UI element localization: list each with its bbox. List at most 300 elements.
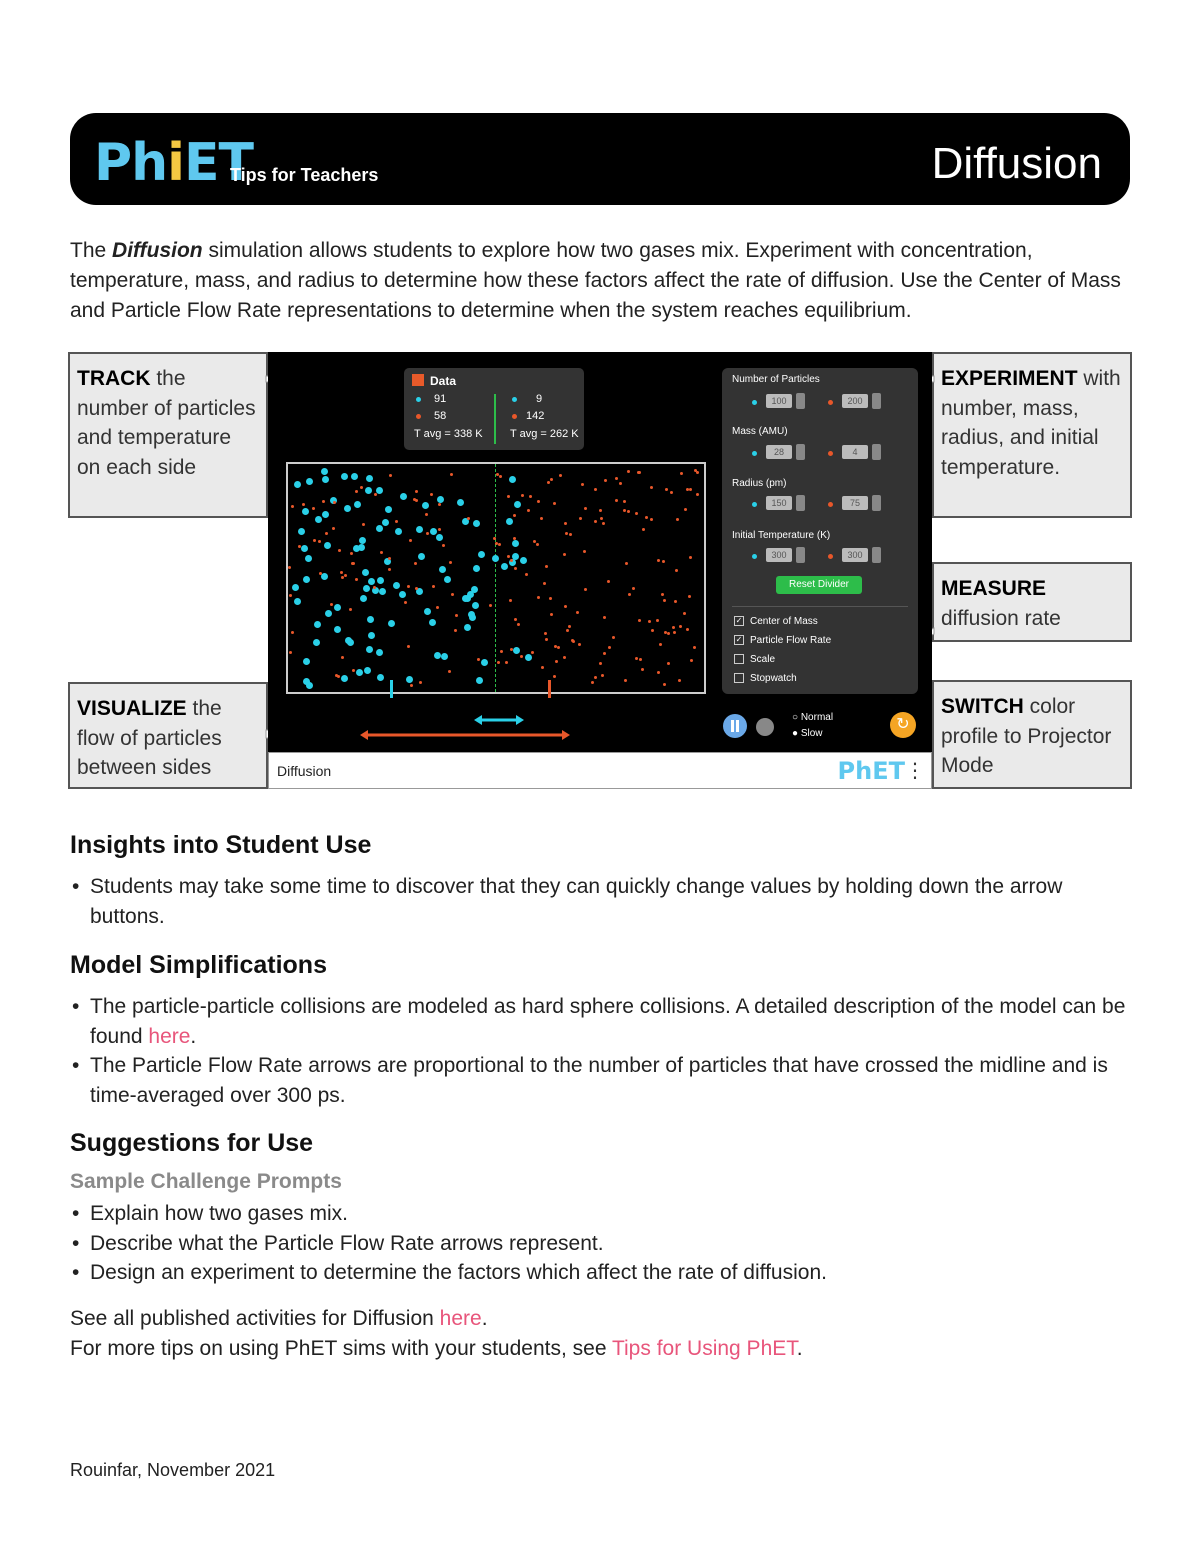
insights-list: [70, 872, 1132, 931]
orange-particle: [686, 488, 689, 491]
orange-particle: [505, 661, 508, 664]
orange-particle: [547, 481, 550, 484]
orange-particle: [559, 474, 562, 477]
page-title: Diffusion: [931, 139, 1102, 188]
orange-particle: [413, 498, 416, 501]
list-item: • Describe what the Particle Flow Rate arrows represent.: [70, 1229, 1132, 1259]
orange-particle: [291, 505, 294, 508]
orange-particle: [648, 620, 651, 623]
particle-flow-rate-checkbox[interactable]: ✓ Particle Flow Rate: [735, 635, 832, 646]
orange-particle: [289, 594, 292, 597]
orange-particle: [438, 503, 441, 506]
orange-particle: [594, 520, 597, 523]
radius-orange-spinner[interactable]: [872, 495, 881, 511]
cyan-particle: [364, 667, 371, 674]
orange-particle: [624, 679, 627, 682]
orange-particle: [645, 516, 648, 519]
orange-particle: [360, 486, 363, 489]
orange-particle: [525, 573, 528, 576]
model-list: [70, 992, 1132, 1110]
cyan-particle: [506, 518, 513, 525]
cyan-particle: [322, 511, 329, 518]
cyan-particle: [429, 619, 436, 626]
cyan-particle: [472, 602, 479, 609]
orange-particle: [679, 625, 682, 628]
center-of-mass-checkbox[interactable]: ✓ Center of Mass: [735, 616, 818, 627]
radius-label: Radius (pm): [732, 478, 787, 489]
orange-particle: [521, 494, 524, 497]
orange-particle: [349, 608, 352, 611]
tips-link[interactable]: Tips for Using PhET: [611, 1337, 797, 1360]
orange-particle: [318, 540, 321, 543]
orange-particle: [675, 569, 678, 572]
orange-particle: [407, 585, 410, 588]
cyan-particle: [416, 526, 423, 533]
cyan-particle: [457, 499, 464, 506]
orange-particle: [507, 495, 510, 498]
temp-orange-spinner[interactable]: [872, 547, 881, 563]
cyan-particle: [481, 659, 488, 666]
mass-orange-input[interactable]: 4: [842, 445, 868, 459]
model-heading: Model Simplifications: [70, 951, 327, 979]
temp-cyan-input[interactable]: 300: [766, 548, 792, 562]
orange-particle: [603, 652, 606, 655]
orange-particle: [566, 629, 569, 632]
orange-particle: [388, 568, 391, 571]
orange-particle: [670, 491, 673, 494]
orange-particle: [615, 499, 618, 502]
cyan-particle: [359, 537, 366, 544]
phet-logo: PhiET: [94, 133, 253, 193]
orange-particle: [635, 657, 638, 660]
list-item: • Students may take some time to discover that they can quickly change values by holding down the arrow buttons.: [70, 872, 1132, 931]
cyan-particle: [434, 652, 441, 659]
cyan-particle: [306, 478, 313, 485]
data-panel: [404, 368, 584, 450]
callout-switch: SWITCH color profile to Projector Mode: [932, 680, 1132, 789]
orange-particle: [531, 651, 534, 654]
cyan-particle: [301, 545, 308, 552]
orange-particle: [362, 523, 365, 526]
orange-particle: [603, 616, 606, 619]
orange-particle: [683, 612, 686, 615]
cyan-particle: [513, 647, 520, 654]
cyan-particle: [473, 520, 480, 527]
callout-visualize: VISUALIZE the flow of particles between sides: [68, 682, 268, 789]
kebab-menu-icon[interactable]: ⋮: [905, 760, 925, 782]
orange-particle: [341, 656, 344, 659]
cyan-particle: [464, 624, 471, 631]
orange-particle: [291, 631, 294, 634]
orange-particle: [507, 555, 510, 558]
list-item: • Design an experiment to determine the factors which affect the rate of diffusion.: [70, 1258, 1132, 1288]
cyan-particle: [351, 473, 358, 480]
orange-center-of-mass: [548, 680, 551, 698]
cyan-particle: [379, 588, 386, 595]
orange-particle: [581, 483, 584, 486]
orange-particle: [676, 518, 679, 521]
radius-cyan-input[interactable]: 150: [766, 496, 792, 510]
orange-particle: [451, 593, 454, 596]
cyan-particle: [430, 528, 437, 535]
orange-particle: [513, 514, 516, 517]
orange-particle: [341, 576, 344, 579]
cyan-particle: [520, 557, 527, 564]
orange-particle: [497, 661, 500, 664]
orange-particle: [623, 509, 626, 512]
sim-name: Diffusion: [112, 239, 203, 262]
cyan-particle: [367, 616, 374, 623]
mass-cyan-spinner[interactable]: [796, 444, 805, 460]
mass-orange-spinner[interactable]: [872, 444, 881, 460]
orange-particle: [690, 659, 693, 662]
cyan-particle: [362, 569, 369, 576]
cyan-particle: [315, 516, 322, 523]
num-cyan-input[interactable]: 100: [766, 394, 792, 408]
orange-particle: [568, 625, 571, 628]
num-orange-input[interactable]: 200: [842, 394, 868, 408]
orange-particle: [565, 532, 568, 535]
orange-particle: [662, 560, 665, 563]
cyan-particle: [377, 577, 384, 584]
orange-particle: [289, 651, 292, 654]
orange-particle: [374, 493, 377, 496]
flow-rate-arrows: [358, 712, 578, 742]
orange-particle: [656, 619, 659, 622]
sim-footer-title: Diffusion: [277, 763, 332, 779]
collapse-icon[interactable]: [412, 374, 424, 386]
cyan-particle: [303, 576, 310, 583]
sim-screenshot: [268, 352, 932, 789]
cyan-particle: [334, 626, 341, 633]
orange-particle: [628, 593, 631, 596]
mass-cyan-input[interactable]: 28: [766, 445, 792, 459]
cyan-particle: [354, 501, 361, 508]
right-cyan-count: 9: [536, 393, 543, 405]
orange-particle: [288, 566, 291, 569]
particle-container: [286, 462, 706, 694]
orange-particle: [612, 636, 615, 639]
orange-particle: [591, 681, 594, 684]
orange-particle: [619, 482, 622, 485]
radius-cyan-spinner[interactable]: [796, 495, 805, 511]
left-cyan-count: 91: [434, 393, 447, 405]
orange-particle: [686, 628, 689, 631]
right-tavg: T avg = 262 K: [510, 428, 579, 440]
orange-particle: [332, 527, 335, 530]
cyan-particle: [325, 610, 332, 617]
orange-particle: [352, 562, 355, 565]
list-item: • The particle-particle collisions are modeled as hard sphere collisions. A detailed description of the model can be found here.: [70, 992, 1132, 1051]
orange-dot-icon: [416, 414, 421, 419]
orange-particle: [594, 488, 597, 491]
radius-orange-input[interactable]: 75: [842, 496, 868, 510]
temp-label: Initial Temperature (K): [732, 530, 831, 541]
left-tavg: T avg = 338 K: [414, 428, 483, 440]
orange-particle: [325, 532, 328, 535]
orange-particle: [355, 578, 358, 581]
orange-particle: [657, 671, 660, 674]
cyan-particle: [341, 675, 348, 682]
cyan-particle: [406, 676, 413, 683]
cyan-particle: [385, 506, 392, 513]
orange-particle: [302, 503, 305, 506]
orange-particle: [340, 571, 343, 574]
orange-particle: [696, 471, 699, 474]
speed-slow-option[interactable]: ● Slow: [792, 728, 823, 739]
orange-particle: [563, 553, 566, 556]
orange-particle: [467, 517, 470, 520]
orange-particle: [638, 619, 641, 622]
orange-particle: [651, 629, 654, 632]
orange-particle: [665, 488, 668, 491]
num-orange-spinner[interactable]: [872, 393, 881, 409]
orange-particle: [536, 543, 539, 546]
orange-particle: [569, 533, 572, 536]
cyan-particle: [302, 508, 309, 515]
cyan-particle: [469, 614, 476, 621]
orange-particle: [680, 472, 683, 475]
activities-here-link[interactable]: here: [439, 1307, 482, 1330]
orange-particle: [514, 618, 517, 621]
orange-particle: [442, 544, 445, 547]
stopwatch-checkbox[interactable]: Stopwatch: [734, 673, 797, 684]
orange-particle: [632, 587, 635, 590]
orange-particle: [489, 604, 492, 607]
orange-particle: [313, 539, 316, 542]
orange-particle: [564, 522, 567, 525]
cyan-particle: [393, 582, 400, 589]
orange-particle: [448, 670, 451, 673]
orange-particle: [627, 510, 630, 513]
orange-particle: [319, 572, 322, 575]
num-particles-label: Number of Particles: [732, 374, 820, 385]
cyan-particle: [467, 591, 474, 598]
orange-particle: [584, 588, 587, 591]
challenge-prompts-subhead: Sample Challenge Prompts: [70, 1170, 342, 1193]
cyan-particle: [366, 646, 373, 653]
orange-particle: [696, 493, 699, 496]
callout-experiment: EXPERIMENT with number, mass, radius, and initial temperature.: [932, 352, 1132, 518]
cyan-particle: [439, 566, 446, 573]
orange-particle: [514, 567, 517, 570]
cyan-particle: [400, 493, 407, 500]
temp-orange-input[interactable]: 300: [842, 548, 868, 562]
cyan-particle: [444, 576, 451, 583]
orange-particle: [450, 473, 453, 476]
orange-particle: [642, 528, 645, 531]
cyan-particle: [313, 639, 320, 646]
cyan-particle: [376, 525, 383, 532]
speed-normal-option[interactable]: ○ Normal: [792, 712, 834, 723]
cyan-particle: [344, 505, 351, 512]
cyan-particle: [353, 545, 360, 552]
cyan-center-of-mass: [390, 680, 393, 698]
orange-particle: [553, 502, 556, 505]
cyan-particle: [321, 468, 328, 475]
orange-particle: [500, 650, 503, 653]
orange-particle: [641, 668, 644, 671]
orange-particle: [436, 606, 439, 609]
orange-particle: [414, 562, 417, 565]
orange-particle: [659, 643, 662, 646]
orange-particle: [338, 549, 341, 552]
pause-button[interactable]: [723, 714, 747, 738]
tips-line: For more tips on using PhET sims with your students, see Tips for Using PhET.: [70, 1337, 803, 1360]
orange-particle: [667, 632, 670, 635]
cyan-particle: [512, 553, 519, 560]
reset-divider-button[interactable]: Reset Divider: [776, 576, 862, 594]
sim-navbar: [268, 752, 932, 789]
orange-particle: [550, 478, 553, 481]
orange-particle: [426, 532, 429, 535]
orange-particle: [608, 646, 611, 649]
cyan-particle: [388, 620, 395, 627]
activities-line: See all published activities for Diffusion here.: [70, 1307, 488, 1330]
orange-particle: [635, 512, 638, 515]
orange-particle: [607, 580, 610, 583]
orange-particle: [688, 595, 691, 598]
cyan-particle: [347, 639, 354, 646]
orange-particle: [553, 675, 556, 678]
orange-particle: [672, 626, 675, 629]
cyan-particle: [382, 519, 389, 526]
cyan-particle: [509, 476, 516, 483]
orange-particle: [438, 528, 441, 531]
orange-particle: [499, 475, 502, 478]
orange-particle: [454, 629, 457, 632]
orange-particle: [584, 507, 587, 510]
orange-particle: [549, 597, 552, 600]
orange-particle: [527, 509, 530, 512]
suggestions-heading: Suggestions for Use: [70, 1129, 314, 1157]
orange-particle: [689, 556, 692, 559]
cyan-particle: [292, 584, 299, 591]
orange-particle: [650, 518, 653, 521]
temp-cyan-spinner[interactable]: [796, 547, 805, 563]
cyan-particle: [334, 604, 341, 611]
orange-dot-icon: [512, 414, 517, 419]
orange-particle: [663, 599, 666, 602]
orange-particle: [541, 666, 544, 669]
orange-particle: [602, 522, 605, 525]
orange-particle: [322, 500, 325, 503]
cyan-particle: [294, 598, 301, 605]
callout-track: TRACK the number of particles and temperature on each side: [68, 352, 268, 518]
cyan-particle: [441, 653, 448, 660]
orange-particle: [600, 517, 603, 520]
cyan-particle: [492, 555, 499, 562]
step-button[interactable]: [756, 718, 774, 736]
orange-particle: [344, 574, 347, 577]
orange-particle: [415, 490, 418, 493]
orange-particle: [599, 509, 602, 512]
cyan-particle: [512, 540, 519, 547]
orange-particle: [517, 623, 520, 626]
cyan-particle: [341, 473, 348, 480]
cyan-particle: [395, 528, 402, 535]
cyan-particle: [501, 563, 508, 570]
orange-particle: [623, 500, 626, 503]
orange-particle: [388, 557, 391, 560]
orange-particle: [557, 646, 560, 649]
orange-particle: [410, 684, 413, 687]
orange-particle: [543, 582, 546, 585]
cyan-particle: [399, 591, 406, 598]
orange-particle: [544, 632, 547, 635]
orange-particle: [639, 658, 642, 661]
orange-particle: [583, 550, 586, 553]
phet-menu-logo[interactable]: PhET: [837, 757, 905, 785]
orange-particle: [395, 520, 398, 523]
orange-particle: [529, 495, 532, 498]
orange-particle: [432, 585, 435, 588]
scale-checkbox[interactable]: Scale: [734, 654, 775, 665]
cyan-particle: [363, 585, 370, 592]
orange-particle: [693, 646, 696, 649]
cyan-particle: [368, 578, 375, 585]
orange-particle: [678, 679, 681, 682]
orange-particle: [594, 676, 597, 679]
orange-particle: [477, 658, 480, 661]
left-orange-count: 58: [434, 410, 447, 422]
cyan-particle: [366, 475, 373, 482]
right-orange-count: 142: [526, 410, 545, 422]
orange-particle: [545, 638, 548, 641]
list-item: • The Particle Flow Rate arrows are proportional to the number of particles that have crossed the midline and is time-averaged over 300 ps.: [70, 1051, 1132, 1110]
orange-particle: [555, 660, 558, 663]
orange-particle: [389, 474, 392, 477]
orange-particle: [425, 513, 428, 516]
cyan-particle: [473, 565, 480, 572]
cyan-particle: [514, 501, 521, 508]
orange-particle: [663, 683, 666, 686]
cyan-particle: [298, 528, 305, 535]
orange-particle: [455, 614, 458, 617]
orange-particle: [564, 605, 567, 608]
cyan-particle: [360, 595, 367, 602]
num-cyan-spinner[interactable]: [796, 393, 805, 409]
orange-particle: [599, 662, 602, 665]
cyan-particle: [294, 481, 301, 488]
callout-measure: MEASURE diffusion rate: [932, 562, 1132, 642]
orange-particle: [312, 507, 315, 510]
cyan-particle: [476, 677, 483, 684]
orange-particle: [601, 674, 604, 677]
orange-particle: [498, 543, 501, 546]
orange-particle: [689, 488, 692, 491]
prompts-list: [70, 1199, 1132, 1288]
cyan-particle: [324, 542, 331, 549]
cyan-particle: [436, 534, 443, 541]
cyan-particle: [314, 621, 321, 628]
cyan-particle: [377, 674, 384, 681]
reset-all-button[interactable]: ↻: [890, 712, 916, 738]
banner-tagline: Tips for Teachers: [230, 165, 379, 185]
cyan-particle: [525, 654, 532, 661]
orange-particle: [337, 675, 340, 678]
orange-particle: [404, 601, 407, 604]
orange-particle: [537, 500, 540, 503]
orange-particle: [615, 477, 618, 480]
orange-particle: [415, 587, 418, 590]
cyan-particle: [478, 551, 485, 558]
orange-particle: [667, 662, 670, 665]
cyan-particle: [322, 476, 329, 483]
orange-particle: [537, 596, 540, 599]
model-here-link[interactable]: here: [148, 1024, 191, 1048]
orange-particle: [563, 656, 566, 659]
